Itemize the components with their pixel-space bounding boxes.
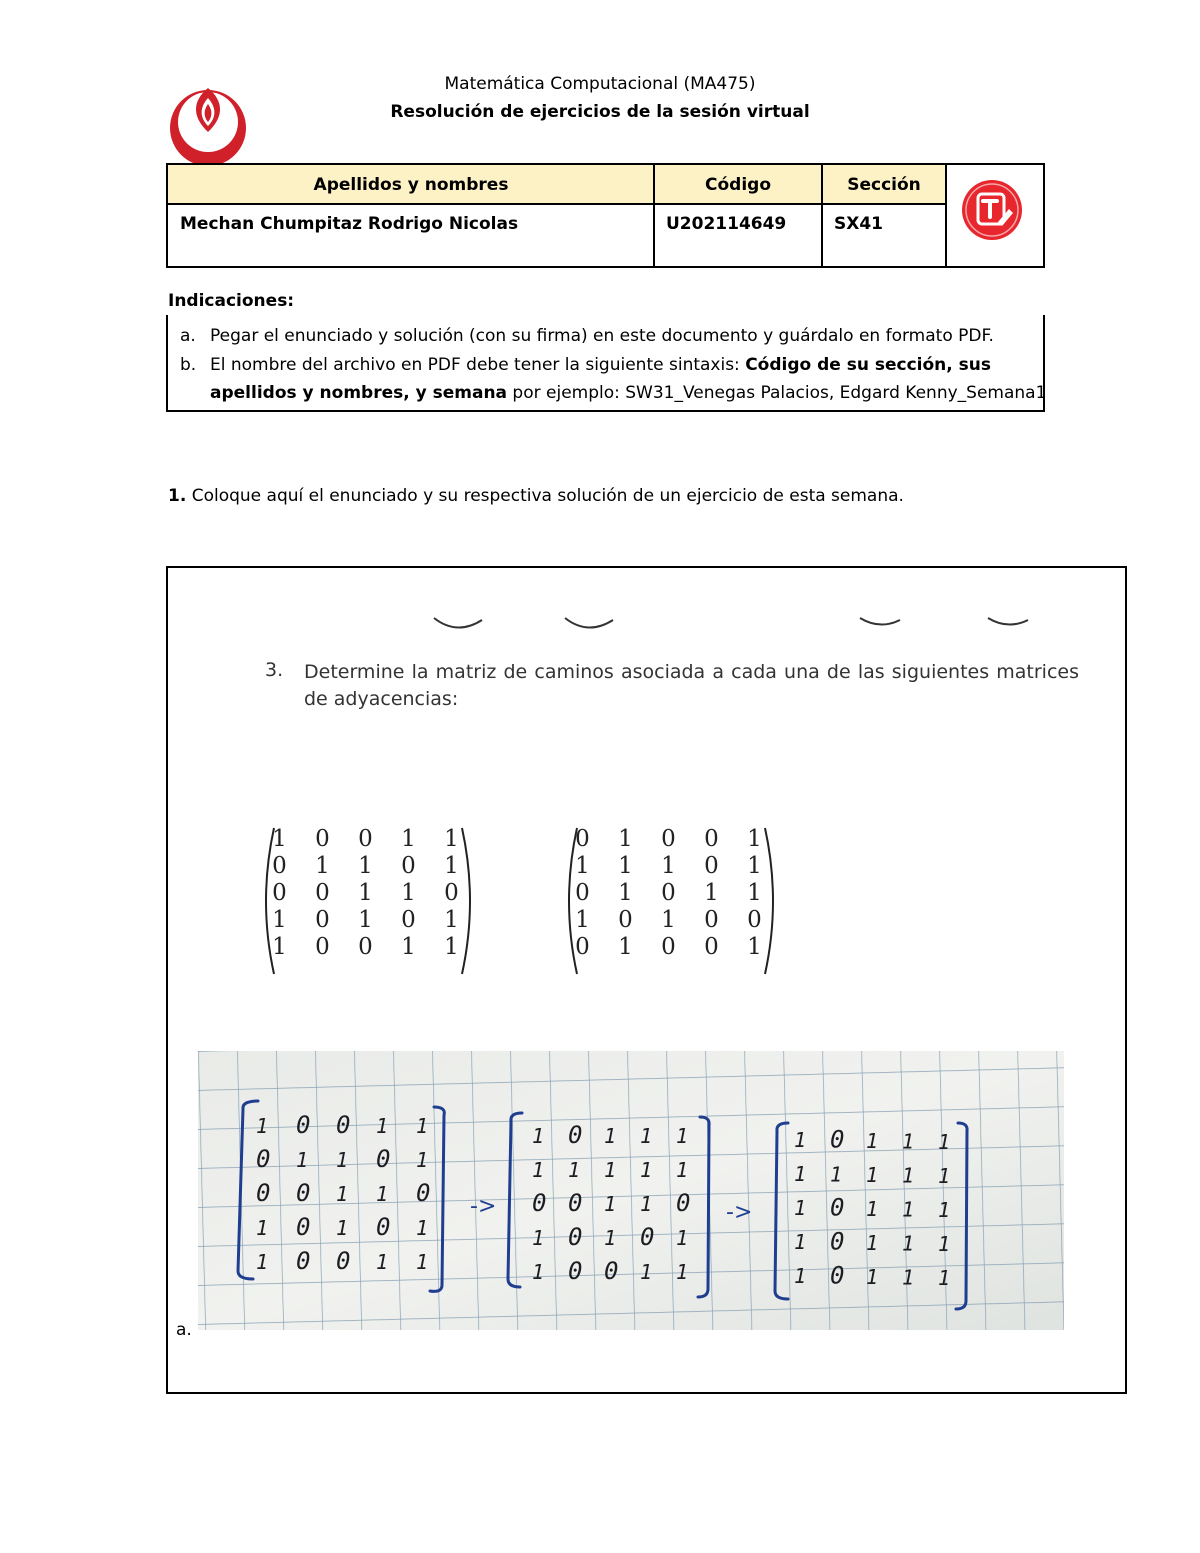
matrix-entry: 1 <box>401 826 416 852</box>
matrix-row <box>258 880 473 906</box>
handwritten-digit: 0 <box>568 1257 583 1285</box>
matrix-entry: 1 <box>618 853 633 879</box>
indication-b-marker: b. <box>180 355 197 375</box>
handwritten-digit: 1 <box>902 1231 915 1256</box>
handwritten-digit: 1 <box>604 1124 617 1148</box>
document-subtitle: Resolución de ejercicios de la sesión virtual <box>390 102 810 122</box>
divider <box>653 165 655 266</box>
matrix-entry: 1 <box>704 880 719 906</box>
handwritten-digit: 0 <box>336 1111 351 1139</box>
matrix-entry: 0 <box>315 880 330 906</box>
matrix-entry: 1 <box>661 853 676 879</box>
handwritten-digit: 0 <box>256 1145 271 1173</box>
matrix-entry: 1 <box>401 934 416 960</box>
handwritten-digit: 1 <box>938 1198 951 1222</box>
matrix-entry: 1 <box>358 880 373 906</box>
handwritten-digit: 0 <box>568 1223 583 1251</box>
handwritten-digit: 1 <box>604 1192 617 1216</box>
handwritten-digit: 1 <box>256 1250 269 1274</box>
handwritten-digit: 1 <box>376 1182 389 1206</box>
handwritten-digit: 1 <box>640 1260 653 1284</box>
matrix-row <box>258 934 473 960</box>
handwritten-digit: 1 <box>866 1231 879 1255</box>
handwritten-digit: 0 <box>296 1247 311 1275</box>
matrix-entry: 1 <box>575 853 590 879</box>
matrix-entry: 1 <box>315 853 330 879</box>
handwritten-digit: 0 <box>376 1145 391 1173</box>
matrix-row <box>561 907 776 933</box>
handwritten-digit: 1 <box>676 1124 689 1148</box>
matrix-entry: 1 <box>272 907 287 933</box>
handwritten-digit: 0 <box>256 1179 271 1207</box>
matrix-entry: 1 <box>618 826 633 852</box>
handwritten-digit: 1 <box>938 1266 951 1290</box>
matrix-entry: 0 <box>704 934 719 960</box>
matrix-row <box>561 934 776 960</box>
matrix-entry: 0 <box>704 853 719 879</box>
arrow-1: -> <box>470 1194 497 1219</box>
handwritten-digit: 1 <box>532 1260 545 1284</box>
matrix-row <box>258 826 473 852</box>
handwritten-digit: 0 <box>604 1257 619 1285</box>
matrix-entry: 1 <box>444 853 459 879</box>
handwritten-digit: 1 <box>532 1124 545 1148</box>
handwritten-digit: 1 <box>794 1196 807 1220</box>
matrix-entry: 0 <box>704 907 719 933</box>
matrix-entry: 0 <box>661 826 676 852</box>
handwritten-digit: 0 <box>336 1247 351 1275</box>
indication-b-bold: apellidos y nombres, y semana <box>210 383 508 403</box>
handwritten-digit: 1 <box>866 1197 879 1221</box>
handwritten-digit: 1 <box>416 1148 429 1172</box>
handwritten-digit: 1 <box>794 1162 807 1186</box>
handwritten-digit: 1 <box>296 1148 309 1172</box>
handwritten-digit: 1 <box>794 1128 807 1152</box>
matrix-entry: 1 <box>272 934 287 960</box>
divider <box>821 165 823 266</box>
matrix-entry: 0 <box>704 826 719 852</box>
matrix-entry: 0 <box>272 853 287 879</box>
matrix-entry: 0 <box>315 826 330 852</box>
handwritten-digit: 0 <box>296 1213 311 1241</box>
matrix-row <box>561 880 776 906</box>
matrix-entry: 1 <box>358 853 373 879</box>
handwritten-digit: 0 <box>830 1125 845 1154</box>
handwritten-solution-photo <box>198 1051 1064 1330</box>
handwritten-digit: 1 <box>604 1226 617 1250</box>
matrix-entry: 0 <box>575 826 590 852</box>
handwritten-digit: 0 <box>676 1189 691 1217</box>
handwritten-digit: 1 <box>416 1114 429 1138</box>
handwritten-digit: 0 <box>568 1189 583 1217</box>
matrix-row <box>561 853 776 879</box>
handwritten-digit: 1 <box>866 1265 879 1289</box>
handwritten-digit: 1 <box>640 1124 653 1148</box>
matrix-entry: 1 <box>444 826 459 852</box>
handwritten-digit: 1 <box>640 1192 653 1216</box>
matrix-entry: 1 <box>444 907 459 933</box>
indications-title: Indicaciones: <box>168 291 295 311</box>
adjacency-matrix-1 <box>258 826 480 976</box>
student-info-table <box>166 163 1045 268</box>
handwritten-digit: 1 <box>866 1163 879 1187</box>
header-code: Código <box>654 165 822 205</box>
handwritten-digit: 1 <box>336 1182 349 1206</box>
handwritten-digit: 1 <box>256 1216 269 1240</box>
exercise-number: 3. <box>265 659 284 681</box>
handwritten-digit: 0 <box>416 1179 431 1207</box>
matrix-entry: 1 <box>401 880 416 906</box>
handwritten-digit: 0 <box>830 1193 845 1222</box>
handwritten-digit: 1 <box>794 1230 807 1254</box>
t-edit-icon <box>960 178 1024 242</box>
matrix-entry: 0 <box>401 907 416 933</box>
answer-label: a. <box>176 1320 192 1340</box>
handwritten-digit: 0 <box>568 1121 583 1149</box>
matrix-entry: 1 <box>661 907 676 933</box>
handwritten-digit: 1 <box>532 1158 545 1182</box>
indication-b-text: El nombre del archivo en PDF debe tener la siguiente sintaxis: <box>210 355 746 375</box>
matrix-entry: 0 <box>661 880 676 906</box>
handwritten-digit: 1 <box>416 1216 429 1240</box>
handwritten-digit: 1 <box>902 1129 915 1154</box>
matrix-entry: 0 <box>358 934 373 960</box>
matrix-entry: 0 <box>575 934 590 960</box>
handwritten-digit: 1 <box>416 1250 429 1274</box>
handwritten-digit: 0 <box>830 1261 845 1290</box>
divider <box>945 165 947 266</box>
matrix-entry: 0 <box>575 880 590 906</box>
arrow-2: -> <box>726 1200 753 1225</box>
matrix-entry: 1 <box>272 826 287 852</box>
matrix-entry: 1 <box>444 934 459 960</box>
document-title: Matemática Computacional (MA475) <box>444 74 756 94</box>
matrix-entry: 1 <box>575 907 590 933</box>
matrix-entry: 0 <box>661 934 676 960</box>
matrix-entry: 0 <box>618 907 633 933</box>
matrix-entry: 1 <box>747 880 762 906</box>
handwritten-digit: 1 <box>866 1129 879 1153</box>
matrix-entry: 0 <box>315 907 330 933</box>
handwritten-digit: 1 <box>676 1158 689 1182</box>
indication-b-bold: Código de su sección, sus <box>745 355 992 375</box>
exercise-statement: Determine la matriz de caminos asociada a cada una de las siguientes matrices de adyacencias: <box>304 661 1079 710</box>
handwritten-digit: 1 <box>376 1250 389 1274</box>
handwritten-digit: 0 <box>830 1227 845 1256</box>
indication-b-line2 <box>210 383 1046 403</box>
matrix-entry: 0 <box>401 853 416 879</box>
question-number: 1. <box>168 486 187 506</box>
handwritten-digit: 1 <box>604 1158 617 1182</box>
matrix-entry: 1 <box>358 907 373 933</box>
matrix-entry: 1 <box>618 880 633 906</box>
handwritten-digit: 1 <box>902 1197 915 1222</box>
matrix-entry: 0 <box>315 934 330 960</box>
handwritten-digit: 1 <box>568 1158 581 1182</box>
matrix-row <box>561 826 776 852</box>
matrix-entry: 1 <box>618 934 633 960</box>
matrix-entry: 0 <box>358 826 373 852</box>
adjacency-matrix-2 <box>561 826 783 976</box>
handwritten-digit: 0 <box>296 1179 311 1207</box>
handwritten-digit: 1 <box>794 1264 807 1288</box>
page-fragment-arcs <box>420 612 1040 636</box>
matrix-entry: 1 <box>747 826 762 852</box>
handwritten-digit: 1 <box>902 1163 915 1188</box>
handwritten-digit: 1 <box>676 1260 689 1284</box>
handwritten-digit: 1 <box>902 1265 915 1290</box>
header-section: Sección <box>822 165 946 205</box>
header-names: Apellidos y nombres <box>168 165 654 205</box>
handwritten-digit: 1 <box>938 1164 951 1188</box>
handwritten-digit: 1 <box>256 1114 269 1138</box>
matrix-row <box>258 907 473 933</box>
indication-b-line1 <box>210 355 991 375</box>
matrix-entry: 1 <box>747 934 762 960</box>
handwritten-digit: 1 <box>830 1162 843 1187</box>
handwritten-digit: 1 <box>640 1158 653 1182</box>
handwritten-digit: 1 <box>938 1130 951 1154</box>
indications-box <box>166 315 1045 412</box>
matrix-entry: 0 <box>444 880 459 906</box>
student-name: Mechan Chumpitaz Rodrigo Nicolas <box>180 214 519 234</box>
handwritten-digit: 0 <box>296 1111 311 1139</box>
matrix-row <box>258 853 473 879</box>
handwritten-digit: 1 <box>532 1226 545 1250</box>
handwritten-digit: 1 <box>336 1216 349 1240</box>
matrix-entry: 0 <box>272 880 287 906</box>
handwritten-digit: 1 <box>676 1226 689 1250</box>
student-section: SX41 <box>834 214 884 234</box>
handwritten-digit: 1 <box>376 1114 389 1138</box>
indication-a-marker: a. <box>180 326 196 346</box>
question-1 <box>168 486 904 506</box>
matrix-entry: 0 <box>747 907 762 933</box>
handwritten-digit: 1 <box>336 1148 349 1172</box>
question-text: Coloque aquí el enunciado y su respectiva solución de un ejercicio de esta semana. <box>186 486 904 506</box>
matrix-entry: 1 <box>747 853 762 879</box>
handwritten-digit: 0 <box>532 1189 547 1217</box>
handwritten-digit: 1 <box>938 1232 951 1256</box>
student-code: U202114649 <box>666 214 787 234</box>
indication-a-text: Pegar el enunciado y solución (con su firma) en este documento y guárdalo en formato PDF. <box>210 326 994 346</box>
handwritten-digit: 0 <box>640 1223 655 1251</box>
handwritten-digit: 0 <box>376 1213 391 1241</box>
indication-b-text: por ejemplo: SW31_Venegas Palacios, Edgard Kenny_Semana1 <box>507 383 1047 403</box>
